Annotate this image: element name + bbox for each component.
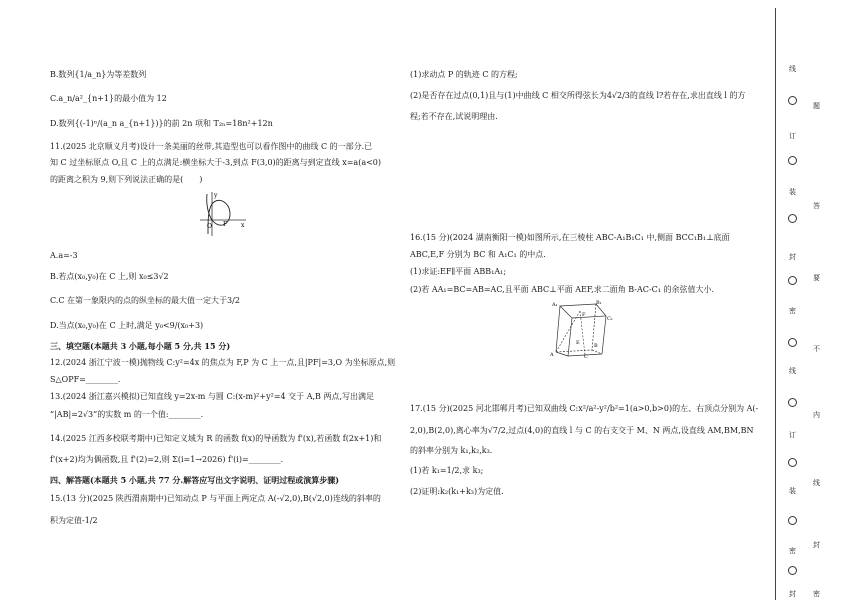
binding-char: 题 (813, 102, 820, 110)
question-17-part-2: (2)证明:k₂(k₁+k₃)为定值. (410, 487, 504, 496)
binding-circle (788, 516, 797, 525)
fig2-a1-label: A₁ (552, 302, 558, 308)
section-answer: 四、解答题(本题共 5 小题,共 77 分.解答应写出文字说明、证明过程或演算步骤) (50, 475, 339, 485)
option-d-line: D.数列{(-1)ⁿ/(a_n a_{n+1})}的前 2n 项和 T₂ₙ=18n²+12n (50, 119, 273, 128)
binding-char: 装 (789, 188, 796, 196)
binding-char: 线 (813, 479, 820, 487)
binding-char: 封 (789, 590, 796, 598)
binding-char: 不 (813, 345, 820, 353)
binding-margin (775, 0, 860, 608)
binding-char: 装 (789, 487, 796, 495)
binding-char: 答 (813, 202, 820, 210)
fig2-e-label: E (576, 340, 580, 346)
binding-char: 封 (789, 253, 796, 261)
option-c: C.C 在第一象限内的点的纵坐标的最大值一定大于3/2 (50, 296, 240, 305)
section-fill-in: 三、填空题(本题共 3 小题,每小题 5 分,共 15 分) (50, 341, 231, 351)
binding-circle (788, 566, 797, 575)
fig2-f-label: F (582, 312, 586, 318)
question-16-line-1: 16.(15 分)(2024 湖南衡阳一模)如图所示,在三棱柱 ABC-A₁B₁C₁ 中,侧面 BCC₁B₁⊥底面 (410, 233, 730, 242)
fig2-b1-label: B₁ (596, 300, 602, 306)
binding-char: 线 (789, 367, 796, 375)
question-16-part-1: (1)求证:EF∥平面 ABB₁A₁; (410, 267, 507, 276)
question-11-line-1: 11.(2025 北京顺义月考)设计一条美丽的丝带,其造型也可以看作图中的曲线 C 的一部分.已 (50, 142, 373, 151)
binding-circle (788, 214, 797, 223)
option-a: A.a=-3 (50, 251, 78, 260)
option-b-line: B.数列{1/a_n}为等差数列 (50, 70, 147, 79)
question-11-line-2: 知 C 过坐标原点 O,且 C 上的点满足:横坐标大于-3,到点 F(3,0)的距离与到定直线 x=a(a<0) (50, 158, 382, 167)
binding-char: 封 (813, 541, 820, 549)
option-b: B.若点(x₀,y₀)在 C 上,则 x₀≤3√2 (50, 272, 169, 281)
question-16-line-2: ABC,E,F 分别为 BC 和 A₁C₁ 的中点. (410, 250, 546, 259)
fig2-a-label: A (550, 352, 554, 358)
question-14-line-2: f'(x+2)均为偶函数,且 f'(2)=2,则 Σ(i=1→2026) f'(i)=________. (50, 455, 284, 464)
question-11-line-3: 的距离之积为 9,则下列说法正确的是( ) (50, 175, 203, 184)
binding-circle (788, 276, 797, 285)
binding-circle (788, 398, 797, 407)
question-13-line-2: “|AB|=2√3”的实数 m 的一个值:________. (50, 410, 204, 419)
question-16-part-2: (2)若 AA₁=BC=AB=AC,且平面 ABC⊥平面 AEF,求二面角 B-AC-C₁ 的余弦值大小. (410, 285, 714, 294)
binding-circle (788, 96, 797, 105)
question-17-part-1: (1)若 k₁=1/2,求 k₃; (410, 466, 484, 475)
option-d: D.当点(x₀,y₀)在 C 上时,满足 y₀<9/(x₀+3) (50, 321, 204, 330)
prism-figure (550, 300, 614, 358)
binding-char: 要 (813, 274, 820, 282)
question-15-part-2-line-1: (2)是否存在过点(0,1)且与(1)中曲线 C 相交所得弦长为4√2/3的直线 l?若存在,求出直线 l 的方 (410, 91, 746, 100)
question-15-line-1: 15.(13 分)(2025 陕西渭南期中)已知动点 P 与平面上两定点 A(-√2,0),B(√2,0)连线的斜率的 (50, 494, 381, 503)
binding-char: 密 (813, 590, 820, 598)
question-12-line-2: S△OPF=________. (50, 375, 121, 384)
fig1-o-label: O (207, 223, 212, 230)
question-17-line-2: 2,0),B(2,0),离心率为√7/2,过点(4,0)的直线 l 与 C 的右支交于 M、N 两点,设直线 AM,BM,BN (410, 426, 754, 435)
binding-circle (788, 338, 797, 347)
fig1-x-label: x (241, 222, 245, 229)
binding-char: 订 (789, 431, 796, 439)
fig2-c-label: C (584, 354, 588, 358)
question-15-line-2: 积为定值-1/2 (50, 516, 98, 525)
question-12-line-1: 12.(2024 浙江宁波一模)抛物线 C:y²=4x 的焦点为 F,P 为 C 上一点,且|PF|=3,O 为坐标原点,则 (50, 358, 396, 367)
fig2-c1-label: C₁ (607, 316, 613, 322)
curve-figure (198, 190, 248, 238)
binding-char: 密 (789, 547, 796, 555)
question-17-line-3: 的斜率分别为 k₁,k₂,k₃. (410, 446, 493, 455)
option-c-line: C.a_n/a²_{n+1}的最小值为 12 (50, 94, 167, 103)
fig2-b-label: B (594, 343, 598, 349)
fig1-f-label: F (223, 221, 228, 228)
fig1-y-label: y (214, 192, 218, 199)
binding-circle (788, 156, 797, 165)
question-15-part-2-line-2: 程;若不存在,试说明理由. (410, 112, 498, 121)
binding-char: 订 (789, 132, 796, 140)
question-13-line-1: 13.(2024 浙江嘉兴模拟)已知直线 y=2x-m 与圆 C:(x-m)²+y²=4 交于 A,B 两点,写出满足 (50, 392, 374, 401)
binding-line (775, 8, 776, 600)
binding-circle (788, 458, 797, 467)
question-15-part-1: (1)求动点 P 的轨迹 C 的方程; (410, 70, 518, 79)
question-17-line-1: 17.(15 分)(2025 河北邯郸月考)已知双曲线 C:x²/a²-y²/b²=1(a>0,b>0)的左、右顶点分别为 A(- (410, 404, 759, 413)
binding-char: 内 (813, 411, 820, 419)
binding-char: 线 (789, 65, 796, 73)
binding-char: 密 (789, 307, 796, 315)
question-14-line-1: 14.(2025 江西多校联考期中)已知定义域为 R 的函数 f(x)的导函数为 f'(x),若函数 f(2x+1)和 (50, 434, 382, 443)
